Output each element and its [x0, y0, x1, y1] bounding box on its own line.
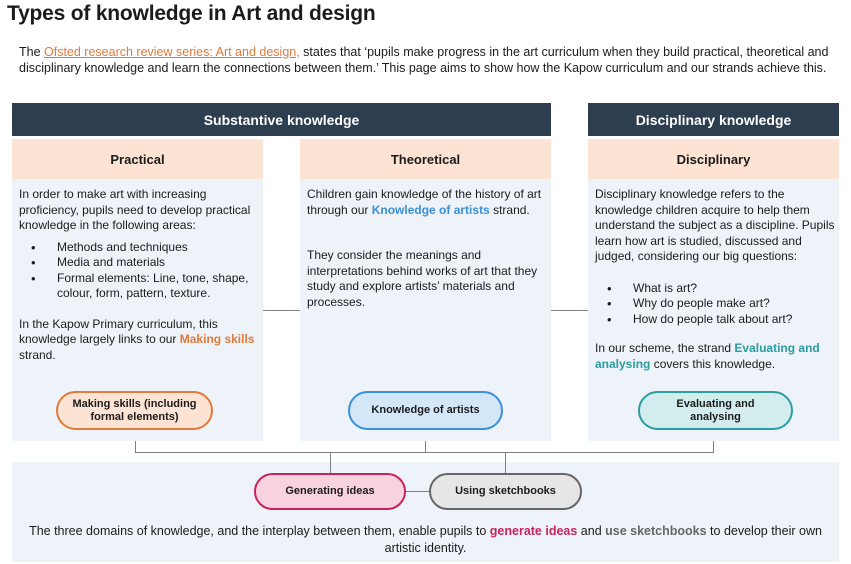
evaluating-analysing-highlight: Evaluating and analysing: [595, 341, 820, 371]
use-sketchbooks-highlight: use sketchbooks: [605, 524, 707, 538]
theoretical-heading: Theoretical: [300, 139, 551, 179]
theoretical-body: [307, 187, 547, 310]
disciplinary-body: [595, 187, 835, 372]
practical-strand-text: In the Kapow Primary curriculum, this knowledge largely links to our Making skills strand.: [19, 316, 255, 362]
tree-drop-sketchbooks: [505, 452, 506, 473]
generating-ideas-pill: Generating ideas: [254, 473, 406, 510]
generate-ideas-highlight: generate ideas: [489, 524, 578, 538]
making-skills-highlight: Making skills: [179, 332, 255, 346]
connector-theoretical-disciplinary: [551, 310, 588, 311]
big-question-item: • What is art?: [595, 281, 835, 297]
disciplinary-knowledge-header: Disciplinary knowledge: [588, 103, 839, 136]
page-title: Types of knowledge in Art and design: [7, 2, 376, 25]
theoretical-meanings-text: They consider the meanings and interpretations behind works of art that they study and explore artists’ materials and processes.: [307, 248, 538, 309]
tree-drop-generating: [330, 452, 331, 473]
theoretical-intro-text: Children gain knowledge of the history of art through our Knowledge of artists strand.: [307, 187, 542, 217]
knowledge-of-artists-pill: Knowledge of artists: [348, 391, 503, 430]
making-skills-pill: Making skills (including formal elements): [56, 391, 213, 430]
intro-paragraph: [19, 44, 829, 76]
big-question-item: • Why do people make art?: [595, 296, 835, 312]
practical-bullet: • Formal elements: Line, tone, shape, colour, form, pattern, texture.: [19, 271, 261, 302]
connector-practical-theoretical: [263, 310, 300, 311]
disciplinary-strand-text: In our scheme, the strand Evaluating and analysing covers this knowledge.: [595, 341, 820, 371]
practical-bullet: • Media and materials: [19, 255, 261, 271]
big-question-item: • How do people talk about art?: [595, 312, 835, 328]
evaluating-analysing-pill: Evaluating and analysing: [638, 391, 793, 430]
intro-suffix: states that ‘pupils make progress in the art curriculum when they build practical, theoretical and disciplinary knowledge and learn the connections between them.’ This page aims to show how the Kapow curriculum and our strands achieve this.: [19, 45, 829, 75]
using-sketchbooks-pill: Using sketchbooks: [429, 473, 582, 510]
substantive-knowledge-header: Substantive knowledge: [12, 103, 551, 136]
disciplinary-intro-text: Disciplinary knowledge refers to the knowledge children acquire to help them understand the subject as a discipline. Pupils learn how art is studied, discussed and judged, considering our big questions:: [595, 187, 835, 263]
practical-intro-text: In order to make art with increasing proficiency, pupils need to develop practical knowledge in the following areas:: [19, 187, 251, 232]
ofsted-review-link[interactable]: Ofsted research review series: Art and design,: [44, 45, 300, 59]
intro-prefix: The: [19, 45, 45, 59]
knowledge-of-artists-highlight: Knowledge of artists: [371, 202, 490, 217]
bottom-summary-text: The three domains of knowledge, and the interplay between them, enable pupils to generate ideas and use sketchbooks to develop their own artistic identity.: [29, 524, 822, 555]
disciplinary-heading: Disciplinary: [588, 139, 839, 179]
big-questions-list: [595, 281, 835, 328]
practical-bullet: • Methods and techniques: [19, 240, 261, 256]
practical-body: [19, 187, 261, 363]
practical-bullet-list: [19, 240, 261, 302]
practical-heading: Practical: [12, 139, 263, 179]
connector-generating-sketchbooks: [405, 491, 430, 492]
tree-horizontal: [135, 452, 714, 453]
